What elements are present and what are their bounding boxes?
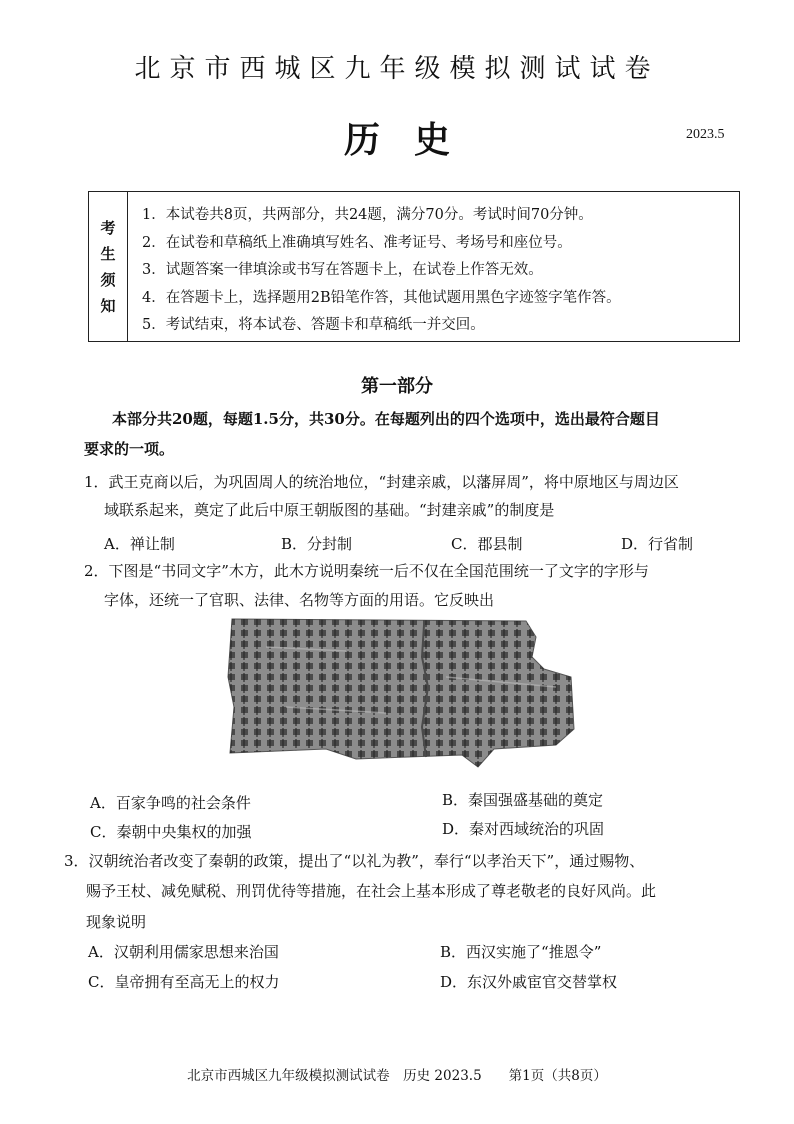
part-intro-line1: 本部分共20题，每题1.5分，共30分。在每题列出的四个选项中，选出最符合题目 [112, 410, 660, 428]
question-3-option-a[interactable]: A．汉朝利用儒家思想来治国 [88, 943, 279, 961]
question-2-option-d[interactable]: D．秦对西域统治的巩固 [442, 820, 605, 838]
question-2-line2: 字体，还统一了官职、法律、名物等方面的用语。它反映出 [104, 591, 495, 609]
question-1-option-b[interactable]: B．分封制 [281, 535, 353, 553]
question-3-option-d[interactable]: D．东汉外戚宦官交替掌权 [440, 973, 618, 991]
question-2-line1: 2．下图是“书同文字”木方，此木方说明秦统一后不仅在全国范围统一了文字的字形与 [84, 562, 649, 580]
notice-label-char: 知 [100, 296, 116, 315]
question-3-option-c[interactable]: C．皇帝拥有至高无上的权力 [88, 973, 280, 991]
question-2-option-c[interactable]: C．秦朝中央集权的加强 [90, 823, 252, 841]
wooden-tablet-image [226, 617, 576, 770]
notice-label-char: 生 [100, 244, 116, 263]
question-1-option-c[interactable]: C．郡县制 [451, 535, 523, 553]
question-3-line2: 赐予王杖、减免赋税、刑罚优待等措施，在社会上基本形成了尊老敬老的良好风尚。此 [86, 882, 657, 900]
notice-item: 5．考试结束，将本试卷、答题卡和草稿纸一并交回。 [142, 317, 485, 333]
question-1-line2: 域联系起来，奠定了此后中原王朝版图的基础。“封建亲戚”的制度是 [104, 501, 555, 519]
notice-box [88, 191, 740, 342]
notice-label-char: 考 [100, 218, 116, 237]
question-2-option-a[interactable]: A．百家争鸣的社会条件 [90, 794, 251, 812]
notice-item: 3．试题答案一律填涂或书写在答题卡上，在试卷上作答无效。 [142, 262, 543, 278]
question-3-line3: 现象说明 [86, 913, 147, 931]
notice-item: 2．在试卷和草稿纸上准确填写姓名、准考证号、考场号和座位号。 [142, 234, 572, 251]
subject-title: 历史 [343, 119, 484, 161]
notice-item: 4．在答题卡上，选择题用2B铅笔作答，其他试题用黑色字迹签字笔作答。 [142, 289, 621, 306]
part-intro-line2: 要求的一项。 [84, 440, 175, 458]
notice-list [128, 192, 621, 341]
exam-title: 北京市西城区九年级模拟测试试卷 [134, 54, 660, 84]
notice-item: 1．本试卷共8页，共两部分，共24题，满分70分。考试时间70分钟。 [142, 207, 593, 223]
question-1-option-a[interactable]: A．禅让制 [104, 535, 175, 553]
page-footer: 北京市西城区九年级模拟测试试卷 历史 2023.5 第1页（共8页） [187, 1068, 607, 1084]
notice-label-char: 须 [100, 270, 116, 289]
question-3-line1: 3．汉朝统治者改变了秦朝的政策，提出了“以礼为教”，奉行“以孝治天下”，通过赐物、 [64, 852, 645, 870]
exam-date: 2023.5 [686, 127, 725, 142]
question-1-line1: 1．武王克商以后，为巩固周人的统治地位，“封建亲戚，以藩屏周”，将中原地区与周边区 [84, 473, 679, 491]
part-title: 第一部分 [361, 376, 433, 397]
question-3-option-b[interactable]: B．西汉实施了“推恩令” [440, 943, 602, 961]
question-2-option-b[interactable]: B．秦国强盛基础的奠定 [442, 791, 604, 809]
question-1-option-d[interactable]: D．行省制 [621, 535, 694, 553]
notice-label [89, 192, 128, 341]
